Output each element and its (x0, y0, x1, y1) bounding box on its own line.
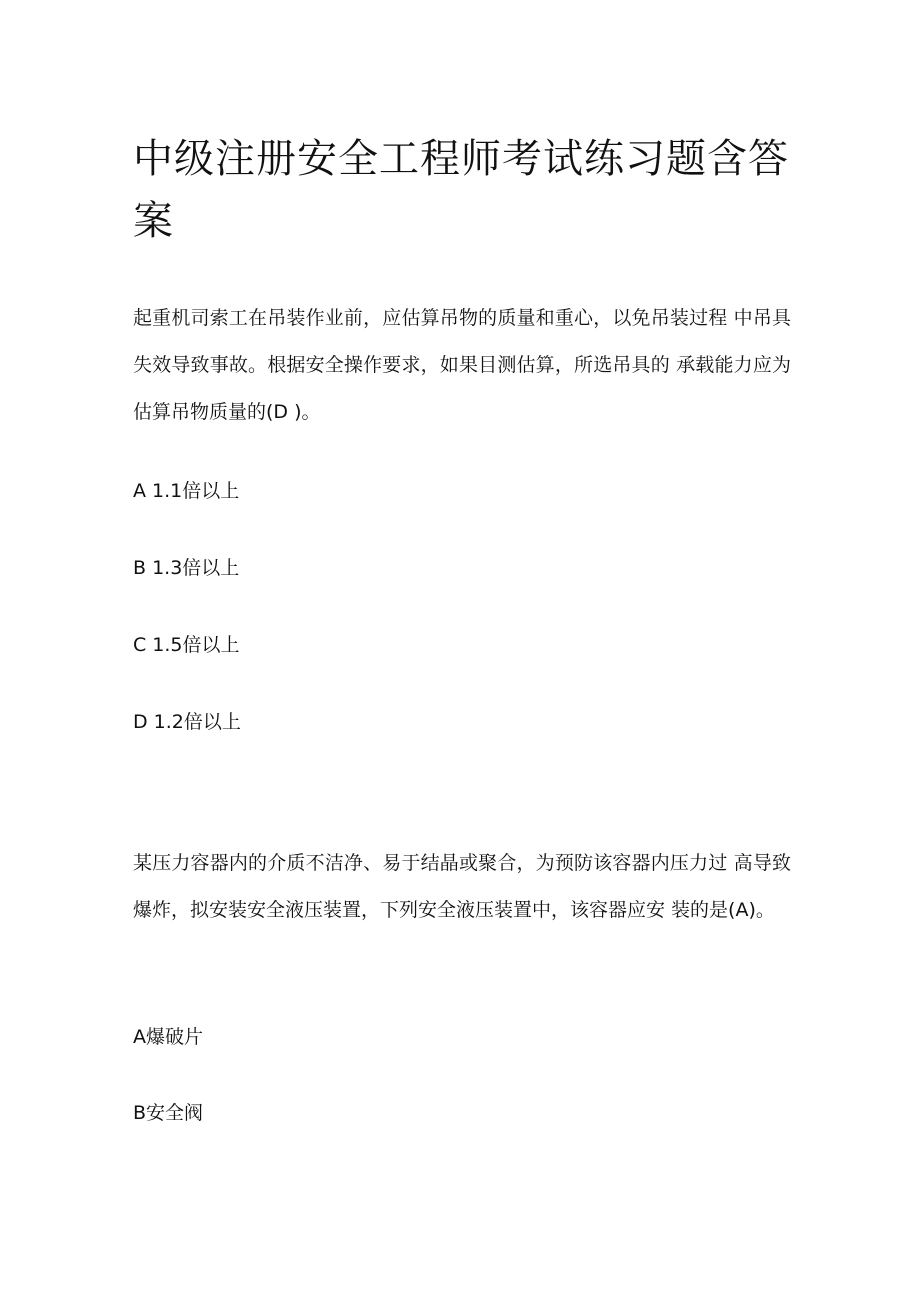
question-1-option-a: A 1.1倍以上 (133, 480, 240, 502)
question-1-option-b: B 1.3倍以上 (133, 557, 240, 579)
question-1-text: 起重机司索工在吊装作业前，应估算吊物的质量和重心，以免吊装过程 中吊具失效导致事故。根据安全操作要求，如果目测估算，所选吊具的 承载能力应为估算吊物质量的(D )。 (133, 307, 791, 423)
question-2-text: 某压力容器内的介质不洁净、易于结晶或聚合，为预防该容器内压力过 高导致爆炸，拟安装安全液压装置，下列安全液压装置中，该容器应安 装的是(A)。 (133, 852, 791, 921)
question-1-option-d: D 1.2倍以上 (133, 711, 241, 733)
question-1-option-c: C 1.5倍以上 (133, 634, 240, 656)
question-2-option-a: A爆破片 (133, 1026, 203, 1048)
question-2-option-b: B安全阀 (133, 1102, 204, 1124)
document-title: 中级注册安全工程师考试练习题含答案 (133, 136, 789, 244)
